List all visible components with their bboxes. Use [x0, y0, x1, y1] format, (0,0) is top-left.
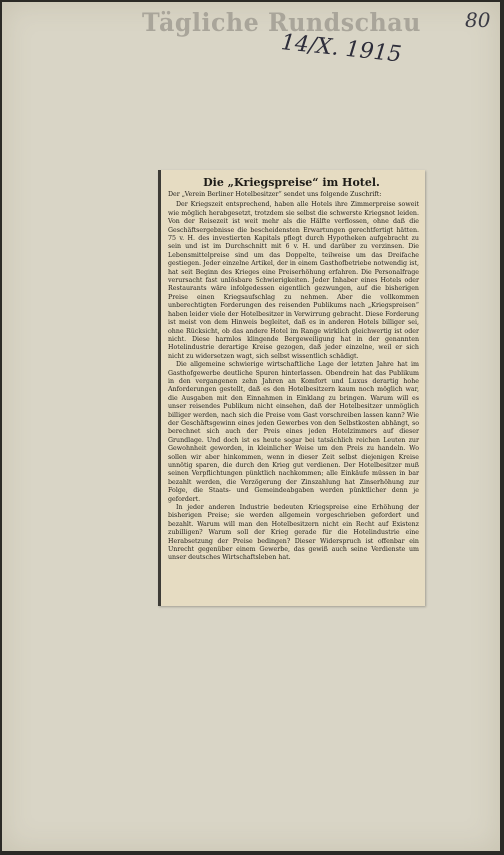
article-paragraph-3: In jeder anderen Industrie bedeuten Kriegspreise eine Erhöhung der bisherigen Preise; sie werden allgemein vorgeschrieben gefordert und bezahlt. Warum will man den Hotelbesitzern nicht ein Recht auf Existenz zubilligen? Warum soll der Krieg gerade für die Hotelindustrie eine Herabsetzung der Preise bedingen? Dieser Widerspruch ist offenbar ein Unrecht gegenüber einem Gewerbe, das gewiß auch seine Verdienste um unser deutsches Wirtschaftsleben hat.	[168, 504, 419, 562]
archive-sheet	[2, 2, 500, 851]
article-paragraph-1: Der Kriegszeit entsprechend, haben alle Hotels ihre Zimmerpreise soweit wie möglich herabgesetzt, trotzdem sie selbst die schwerste Kriegsnot leiden. Von der Reisezeit ist weit mehr als die Hälfte verflossen, ohne daß die Geschäftsergebnisse die bescheidensten Erwartungen gerechtfertigt hätten. 75 v. H. des investierten Kapitals pflegt durch Hypotheken aufgebracht zu sein und ist im Durchschnitt mit 6 v. H. und darüber zu verzinsen. Die Lebensmittelpreise sind um das Doppelte, teilweise um das Dreifache gestiegen. Jeder einzelne Artikel, der in einem Gasthofbetriebe notwendig ist, hat seit Beginn des Krieges eine Preiserhöhung erfahren. Die Personalfrage verursacht fast unlösbare Schwierigkeiten. Jeder Inhaber eines Hotels oder Restaurants wäre infolgedessen eigentlich gezwungen, auf die bisherigen Preise einen Kriegsaufschlag zu nehmen. Aber die vollkommen unberechtigten Forderungen des reisenden Publikums nach „Kriegspreisen“ haben leider viele der Hotelbesitzer in Verwirrung gebracht. Diese Forderung ist meist von dem Hinweis begleitet, daß es in anderen Hotels billiger sei, ohne Rücksicht, ob das andere Hotel im Range wirklich gleichwertig ist oder nicht. Diese harmlos klingende Bergeweiligung hat in der genannten Hotelindustrie derartige Kreise gezogen, daß jeder einzelne, weil er sich nicht zu widersetzen wagt, sich selbst wissentlich schädigt.	[168, 201, 419, 360]
newspaper-clipping	[158, 170, 425, 606]
archive-number: 80	[465, 8, 491, 32]
newspaper-stamp: Tägliche Rundschau	[142, 8, 421, 37]
article-headline: Die „Kriegspreise“ im Hotel.	[203, 176, 380, 189]
article-paragraph-2: Die allgemeine schwierige wirtschaftliche Lage der letzten Jahre hat im Gasthofgewerbe deutliche Spuren hinterlassen. Obendrein hat das Publikum in den vergangenen zehn Jahren an Komfort und Luxus derartig hohe Anforderungen gestellt, daß es den Hotelbesitzern kaum noch möglich war, die Ausgaben mit den Einnahmen in Einklang zu bringen. Warum will es unser reisendes Publikum nicht einsehen, daß der Hotelbesitzer unmöglich billiger werden, nach sich die Preise vom Gast vorschreiben lassen kann? Wie der Geschäftsgewinn eines jeden Gewerbes von den Selbstkosten abhängt, so berechnet sich auch der Preis eines jeden Hotelzimmers auf dieser Grundlage. Und doch ist es heute sogar bei tatsächlich reichen Leuten zur Gewohnheit geworden, in kleinlicher Weise um den Preis zu handeln. Wo sollen wir aber hinkommen, wenn in dieser Zeit selbst diejenigen Kreise unnötig sparen, die durch den Krieg gut verdienen. Der Hotelbesitzer muß seinen Verpflichtungen pünktlich nachkommen; alle Einkäufe müssen in bar bezahlt werden, die Verzögerung der Zinszahlung hat Zinserhöhung zur Folge, die Staats- und Gemeindeabgaben werden pünktlicher denn je gefordert.	[168, 361, 419, 503]
article-lead: Der „Verein Berliner Hotelbesitzer“ sendet uns folgende Zuschrift:	[168, 191, 382, 198]
handwritten-date: 14/X. 1915	[279, 30, 403, 68]
clipping-edge-mark	[158, 170, 161, 606]
article-body	[168, 201, 419, 562]
